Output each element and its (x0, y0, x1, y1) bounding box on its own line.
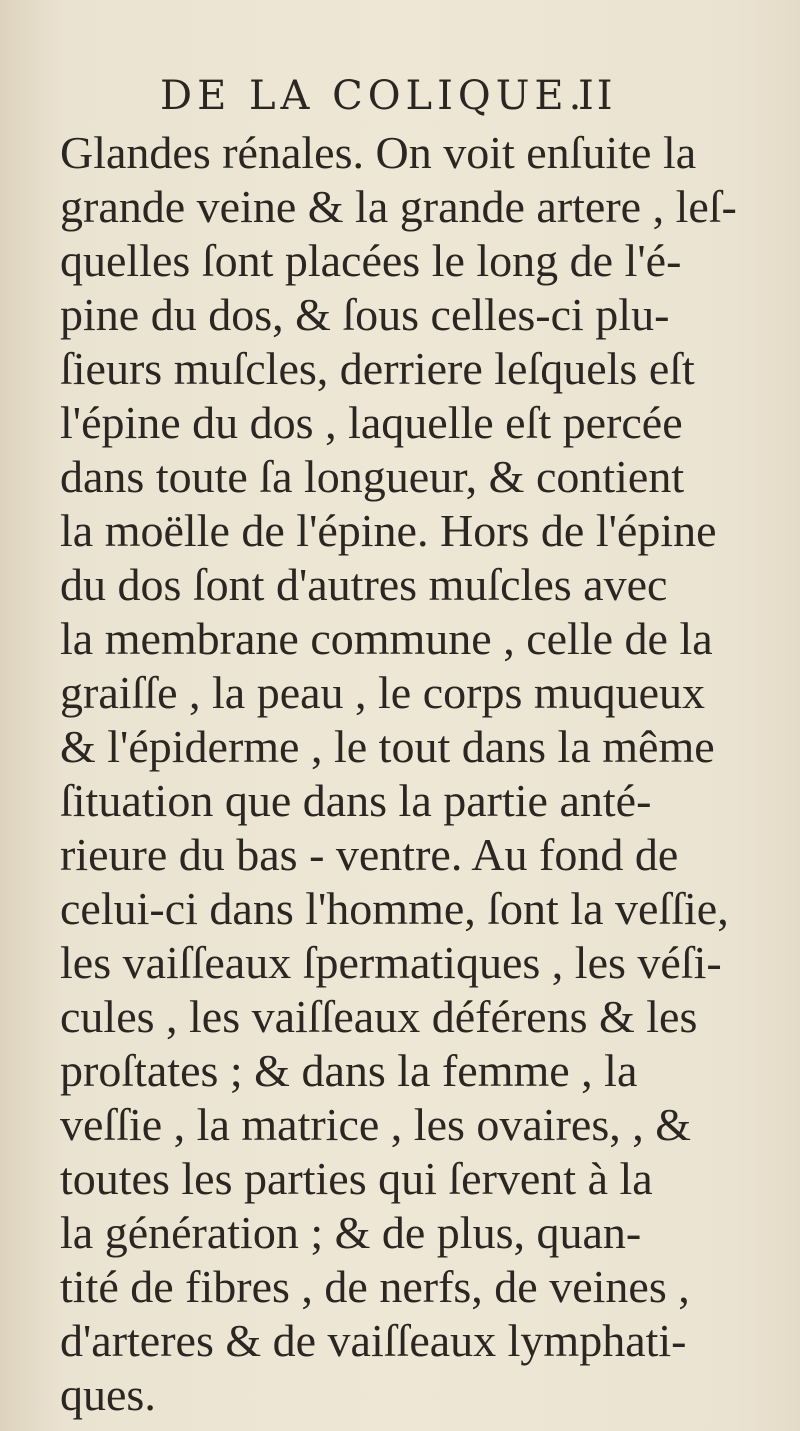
text-line: ques. (60, 1369, 156, 1420)
text-line: grande veine & la grande artere , leſ- (60, 181, 737, 232)
text-line: ſituation que dans la partie anté- (60, 775, 652, 826)
text-line: & l'épiderme , le tout dans la même (60, 721, 715, 772)
text-line: la moëlle de l'épine. Hors de l'épine (60, 505, 717, 556)
text-line: d'arteres & de vaiſſeaux lymphati- (60, 1315, 687, 1366)
page-header (160, 72, 660, 120)
text-line: du dos ſont d'autres muſcles avec (60, 559, 668, 610)
text-line: cules , les vaiſſeaux déférens & les (60, 991, 698, 1042)
text-line: l'épine du dos , laquelle eſt percée (60, 397, 683, 448)
text-line: graiſſe , la peau , le corps muqueux (60, 667, 706, 718)
text-line: toutes les parties qui ſervent à la (60, 1153, 653, 1204)
text-line: Glandes rénales. On voit enſuite la (60, 127, 697, 178)
text-line: dans toute ſa longueur, & contient (60, 451, 685, 502)
running-title: DE LA COLIQUE. (160, 73, 587, 119)
text-line: veſſie , la matrice , les ovaires, , & (60, 1099, 691, 1150)
text-line: tité de fibres , de nerfs, de veines , (60, 1261, 690, 1312)
text-line: quelles ſont placées le long de l'é- (60, 235, 682, 286)
text-line: la génération ; & de plus, quan- (60, 1207, 642, 1258)
page-number: II (578, 73, 616, 119)
text-line: rieure du bas - ventre. Au fond de (60, 829, 679, 880)
text-line: la membrane commune , celle de la (60, 613, 713, 664)
text-line: ſieurs muſcles, derriere leſquels eſt (60, 343, 695, 394)
text-line: pine du dos, & ſous celles-ci plu- (60, 289, 670, 340)
text-line: proſtates ; & dans la femme , la (60, 1045, 638, 1096)
text-line: celui-ci dans l'homme, ſont la veſſie, (60, 883, 729, 934)
text-line: les vaiſſeaux ſpermatiques , les véſi- (60, 937, 722, 988)
